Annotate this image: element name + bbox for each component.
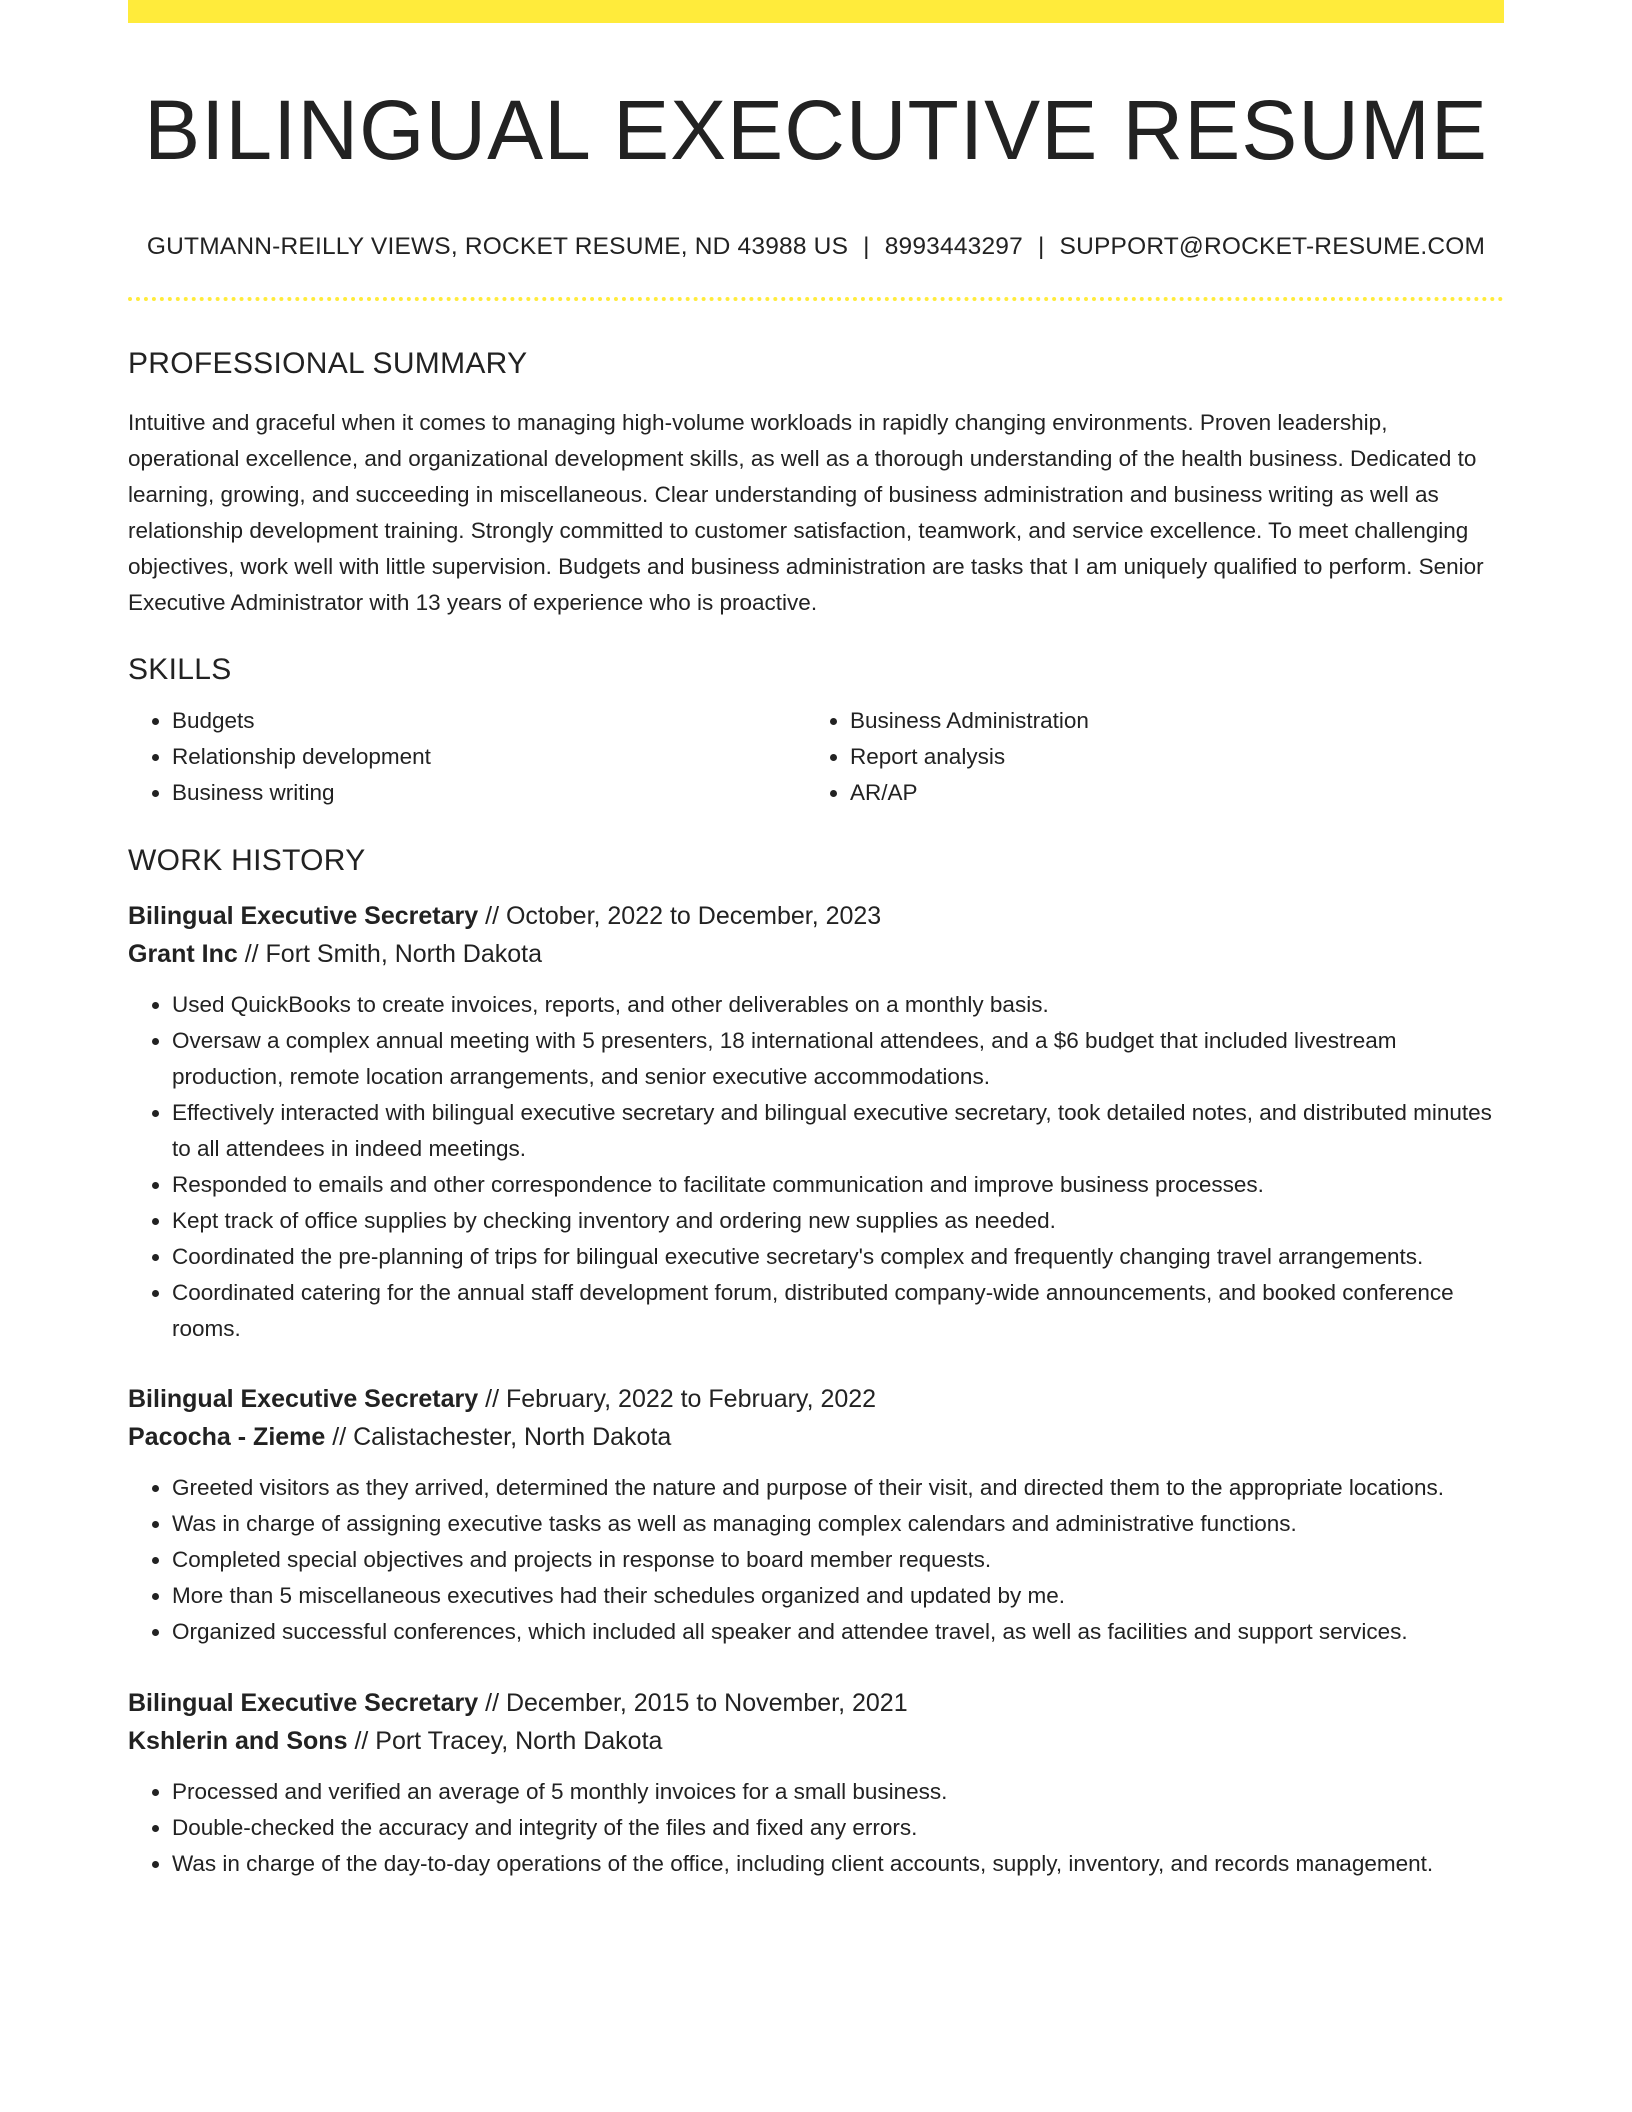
job-title-line <box>128 1380 1504 1418</box>
top-accent-bar <box>128 0 1504 23</box>
job-bullet: • Coordinated catering for the annual staff development forum, distributed company-wide announcements, and booked conference rooms. <box>172 1275 1504 1347</box>
job-bullet: • Used QuickBooks to create invoices, reports, and other deliverables on a monthly basis. <box>172 987 1504 1023</box>
job-bullet: • Greeted visitors as they arrived, determined the nature and purpose of their visit, and directed them to the appropriate locations. <box>172 1470 1504 1506</box>
job-bullet: • Completed special objectives and projects in response to board member requests. <box>172 1542 1504 1578</box>
job-location: // Calistachester, North Dakota <box>332 1423 672 1452</box>
job-title: Bilingual Executive Secretary <box>128 1689 479 1718</box>
skills-left-list <box>128 703 806 811</box>
job-entry <box>128 1684 1504 1882</box>
job-bullet: • Responded to emails and other correspondence to facilitate communication and improve business processes. <box>172 1167 1504 1203</box>
job-bullets <box>128 987 1504 1347</box>
job-bullet: • Oversaw a complex annual meeting with 5 presenters, 18 international attendees, and a $6 budget that included livestream production, remote location arrangements, and senior executive accommodations. <box>172 1023 1504 1095</box>
job-location: // Fort Smith, North Dakota <box>244 940 543 969</box>
job-bullet: • Double-checked the accuracy and integrity of the files and fixed any errors. <box>172 1810 1504 1846</box>
job-dates: // December, 2015 to November, 2021 <box>485 1689 908 1718</box>
job-bullet: • Effectively interacted with bilingual executive secretary and bilingual executive secretary, took detailed notes, and distributed minutes to all attendees in indeed meetings. <box>172 1095 1504 1167</box>
skill-item: • AR/AP <box>850 775 1484 811</box>
job-bullet: • Was in charge of assigning executive tasks as well as managing complex calendars and administrative functions. <box>172 1506 1504 1542</box>
contact-separator: | <box>1037 233 1045 261</box>
contact-separator: | <box>863 233 870 261</box>
skill-item: • Report analysis <box>850 739 1484 775</box>
skills-right-list <box>806 703 1484 811</box>
job-bullet: • Kept track of office supplies by checking inventory and ordering new supplies as needed. <box>172 1203 1504 1239</box>
resume-page <box>128 0 1504 1882</box>
skill-item: • Business Administration <box>850 703 1484 739</box>
contact-email: SUPPORT@ROCKET-RESUME.COM <box>1059 233 1486 261</box>
job-title: Bilingual Executive Secretary <box>128 1385 479 1414</box>
job-bullet: • Coordinated the pre-planning of trips for bilingual executive secretary's complex and frequently changing travel arrangements. <box>172 1239 1504 1275</box>
job-company-line <box>128 935 1504 973</box>
job-bullet: • Was in charge of the day-to-day operations of the office, including client accounts, supply, inventory, and records management. <box>172 1846 1504 1882</box>
job-company: Pacocha - Zieme <box>128 1423 326 1452</box>
contact-address: GUTMANN-REILLY VIEWS, ROCKET RESUME, ND 43988 US <box>146 233 849 261</box>
job-entry <box>128 897 1504 1347</box>
contact-line <box>128 233 1504 261</box>
job-dates: // February, 2022 to February, 2022 <box>485 1385 877 1414</box>
summary-text: Intuitive and graceful when it comes to managing high-volume workloads in rapidly changing environments. Proven leadership, operational excellence, and organizational development skills, as well as a thorough understanding of the health business. Dedicated to learning, growing, and succeeding in miscellaneous. Clear understanding of business administration and business writing as well as relationship development training. Strongly committed to customer satisfaction, teamwork, and service excellence. To meet challenging objectives, work well with little supervision. Budgets and business administration are tasks that I am uniquely qualified to perform. Senior Executive Administrator with 13 years of experience who is proactive. <box>128 410 1484 616</box>
resume-title: BILINGUAL EXECUTIVE RESUME <box>144 83 1488 177</box>
skills-columns <box>128 703 1504 811</box>
skill-item: • Business writing <box>172 775 806 811</box>
job-bullet: • More than 5 miscellaneous executives had their schedules organized and updated by me. <box>172 1578 1504 1614</box>
job-bullets <box>128 1774 1504 1882</box>
job-company: Kshlerin and Sons <box>128 1727 348 1756</box>
job-company: Grant Inc <box>128 940 238 969</box>
skill-item: • Budgets <box>172 703 806 739</box>
job-dates: // October, 2022 to December, 2023 <box>485 902 882 931</box>
job-company-line <box>128 1722 1504 1760</box>
job-title-line <box>128 1684 1504 1722</box>
header-divider <box>128 297 1504 301</box>
contact-phone: 8993443297 <box>884 233 1023 261</box>
job-bullet: • Organized successful conferences, which included all speaker and attendee travel, as well as facilities and support services. <box>172 1614 1504 1650</box>
job-entry <box>128 1380 1504 1650</box>
summary-heading: PROFESSIONAL SUMMARY <box>128 347 528 381</box>
job-title-line <box>128 897 1504 935</box>
job-company-line <box>128 1418 1504 1456</box>
job-bullets <box>128 1470 1504 1650</box>
skills-heading: SKILLS <box>128 653 232 687</box>
work-history-heading: WORK HISTORY <box>128 844 366 878</box>
job-location: // Port Tracey, North Dakota <box>354 1727 663 1756</box>
skill-item: • Relationship development <box>172 739 806 775</box>
job-title: Bilingual Executive Secretary <box>128 902 479 931</box>
job-bullet: • Processed and verified an average of 5 monthly invoices for a small business. <box>172 1774 1504 1810</box>
